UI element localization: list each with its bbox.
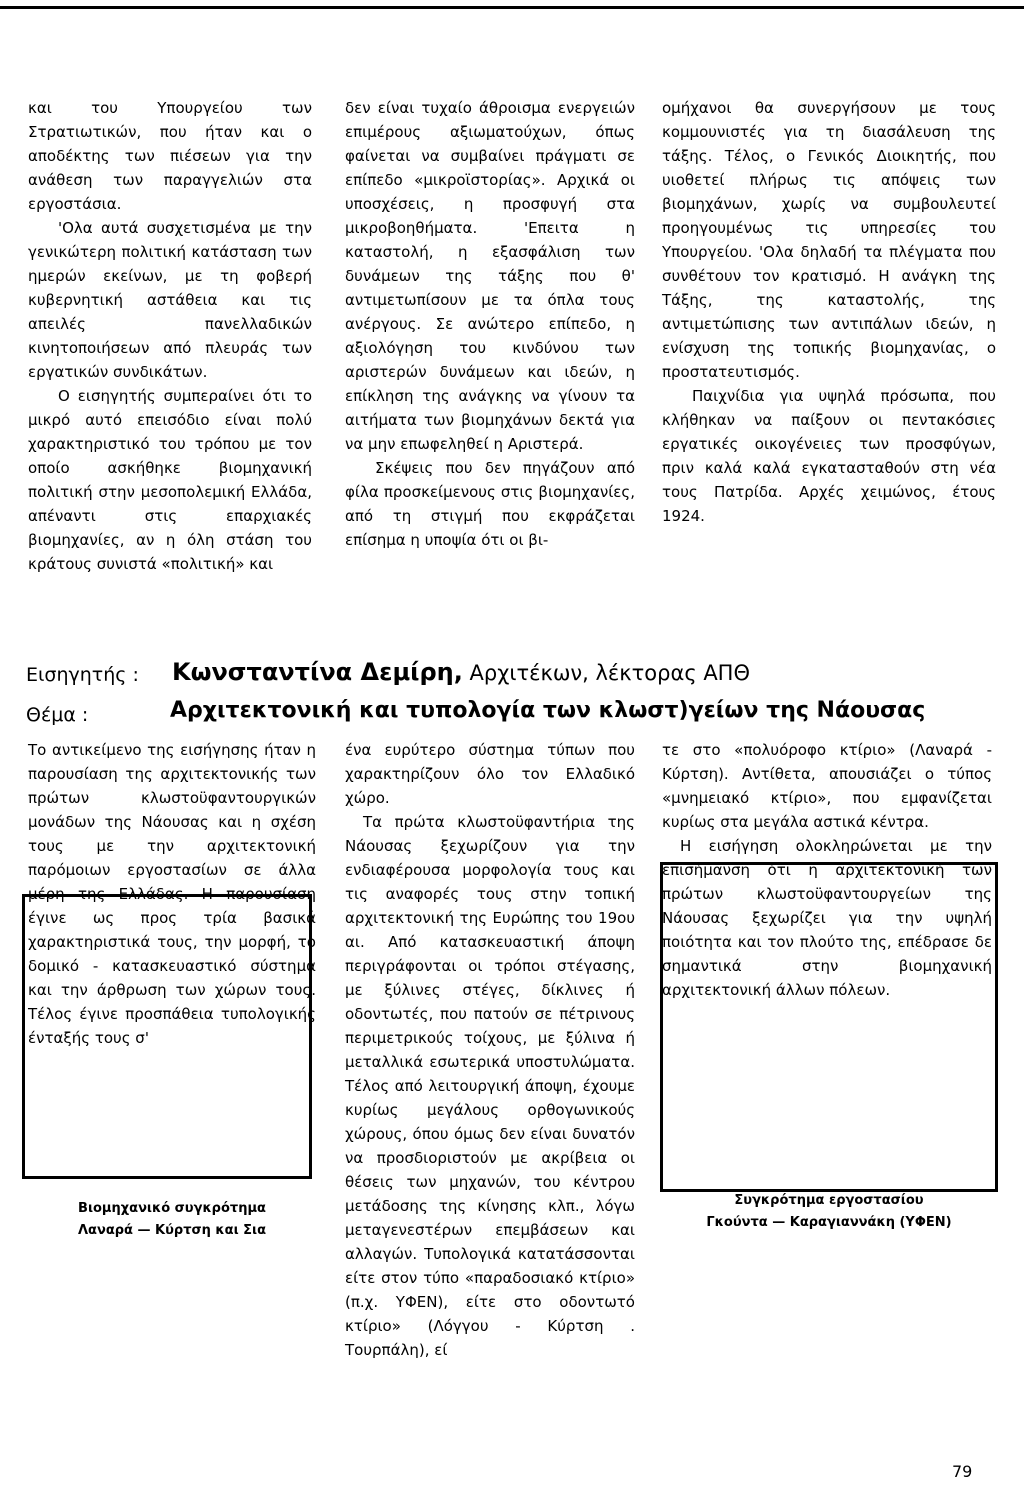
paragraph: 'Ολα αυτά συσχετισμένα με την γενικώτερη πολιτική κατάσταση των ημερών εκείνων, με τη φοβερή κυβερνητική αστάθεια και τις απειλές πανελλαδικών κινητοποιήσεων από πλευράς των εργατικών συνδικάτων. — [28, 219, 312, 381]
paragraph: Σκέψεις που δεν πηγάζουν από φίλα προσκείμενους στις βιομηχανίες, από τη στιγμή που εκφράζεται επίσημα η υποψία ότι οι βι- — [345, 459, 635, 549]
speaker-name: Κωνσταντίνα Δεμίρη, — [172, 658, 463, 686]
paragraph: Ο εισηγητής συμπεραίνει ότι το μικρό αυτό επεισόδιο είναι πολύ χαρακτηριστικό του τρόπου με τον οποίο ασκήθηκε βιομηχανική πολιτική στην μεσοπολεμική Ελλάδα, απέναντι στις επαρχιακές βιομηχανίες, αν η όλη στάση του κράτους συνιστά «πολιτική» και — [28, 387, 312, 573]
caption-line: Γκούντα — Καραγιαννάκη (ΥΦΕΝ) — [706, 1215, 952, 1230]
caption-right — [660, 1190, 998, 1234]
photo-placeholder-left — [22, 894, 312, 1179]
article-column-1 — [28, 96, 312, 576]
caption-left — [22, 1198, 322, 1242]
caption-line: Βιομηχανικό συγκρότημα — [78, 1201, 266, 1216]
paragraph: τε στο «πολυόροφο κτίριο» (Λαναρά - Κύρτση). Αντίθετα, απουσιάζει ο τύπος «μνημειακό κτίριο», που εμφανίζεται κυρίως στα μεγάλα αστικά κέντρα. — [662, 741, 992, 831]
page-number: 79 — [952, 1462, 973, 1481]
caption-line: Λαναρά — Κύρτση και Σια — [77, 1223, 267, 1238]
speaker-line — [172, 658, 750, 686]
paragraph: Τα πρώτα κλωστοϋφαντήρια της Νάουσας ξεχωρίζουν για την ενδιαφέρουσα μορφολογία τους και τις αναφορές τους στην τοπική αρχιτεκτονική της Ευρώπης του 19ου αι. Από κατασκευαστική άποψη περιγράφονται οι τρόποι στέγασης, με ξύλινες στέγες, δίκλινες ή οδοντωτές, που πατούν σε πέτρινους περιμετρικούς τοίχους, με ξύλινα ή μεταλλικά εσωτερικά υποστυλώματα. Τέλος από λειτουργική άποψη, έχουμε κυρίως μεγάλους ορθογωνικούς χώρους, όπου όμως δεν είναι δυνατόν να προσδιοριστούν με ακρίβεια οι θέσεις των μηχανών, του κέντρου μετάδοσης της κίνησης κλπ., λόγω μεταγενεστέρων επεμβάσεων και αλλαγών. Τυπολογικά κατατάσσονται είτε στον τύπο «παραδοσιακό κτίριο» (π.χ. ΥΦΕΝ), είτε στο οδοντωτό κτίριο» (Λόγγου - Κύρτση . Τουρπάλη), εί — [345, 813, 635, 1359]
paragraph: Παιχνίδια για υψηλά πρόσωπα, που κλήθηκαν να παίξουν οι πεντακόσιες εργατικές οικογένειες των προσφύγων, πριν καλά καλά εγκατασταθούν στη νέα τους Πατρίδα. Αρχές χειμώνος, έτους 1924. — [662, 387, 996, 525]
paragraph: ένα ευρύτερο σύστημα τύπων που χαρακτηρίζουν όλο τον Ελλαδικό χώρο. — [345, 741, 635, 807]
paragraph: Το αντικείμενο της εισήγησης ήταν η παρουσίαση της αρχιτεκτονικής των πρώτων κλωστοϋφαντουργικών μονάδων της Νάουσας και η σχέση τους με την αρχιτεκτονική παρόμοιων εργοστασίων σε άλλα μέρη της Ελλάδας. Η παρουσίαση έγινε ως προς τρία βασικά χαρακτηριστικά τους, την μορφή, το δομικό - κατασκευαστικό σύστημα και την άρθρωση των χώρων τους. Τέλος έγινε προσπάθεια τυπολογικής ένταξής τους σ' — [28, 741, 316, 1047]
article-column-2 — [345, 96, 635, 552]
paragraph: ομήχανοι θα συνεργήσουν με τους κομμουνιστές για τη διασάλευση της τάξης. Τέλος, ο Γενικός Διοικητής, που υιοθετεί πλήρως τις απόψεις των βιομηχάνων, χωρίς να συμβουλευτεί προηγουμένως τις υπηρεσίες του Υπουργείου. 'Ολα δηλαδή τα πλέγματα που συνθέτουν τον κρατισμό. Η ανάγκη της Τάξης, της καταστολής, της αντιμετώπισης των αντιπάλων ιδεών, η ενίσχυση της τοπικής βιομηχανίας, ο προστατευτισμός. — [662, 99, 996, 381]
speaker-role: Αρχιτέκων, λέκτορας ΑΠΘ — [469, 661, 751, 685]
speaker-label: Εισηγητής : — [26, 664, 139, 686]
paragraph: Η εισήγηση ολοκληρώνεται με την επισήμανση ότι η αρχιτεκτονική των πρώτων κλωστοϋφαντουργείων της Νάουσας ξεχωρίζει για την υψηλή ποιότητα και τον πλούτο της, επέδρασε δε σημαντικά στην βιομηχανική αρχιτεκτονική άλλων πόλεων. — [662, 837, 992, 999]
paragraph: δεν είναι τυχαίο άθροισμα ενεργειών επιμέρους αξιωματούχων, όπως φαίνεται να συμβαίνει πράγματι σε επίπεδο «μικροϊστορίας». Αρχικά οι υποσχέσεις, η προσφυγή στα μικροβοηθήματα. 'Επειτα η καταστολή, η εξασφάλιση των δυνάμεων της τάξης που θ' αντιμετωπίσουν με τα όπλα τους ανέργους. Σε ανώτερο επίπεδο, η αξιολόγηση του κινδύνου των αριστερών δυνάμεων και ιδεών, η επίκληση της ανάγκης να γίνουν τα αιτήματα των βιομηχάνων δεκτά για να μην επωφεληθεί η Αριστερά. — [345, 99, 635, 453]
lower-column-2 — [345, 738, 635, 1362]
topic-title: Αρχιτεκτονική και τυπολογία των κλωστ)γείων της Νάουσας — [170, 698, 926, 723]
article-column-3 — [662, 96, 996, 528]
paragraph: και του Υπουργείου των Στρατιωτικών, που ήταν και ο αποδέκτης των πιέσεων για την ανάθεση των παραγγελιών στα εργοστάσια. — [28, 99, 312, 213]
top-rule — [0, 6, 1024, 9]
caption-line: Συγκρότημα εργοστασίου — [734, 1193, 924, 1208]
photo-placeholder-right — [660, 862, 998, 1192]
topic-label: Θέμα : — [26, 704, 89, 726]
